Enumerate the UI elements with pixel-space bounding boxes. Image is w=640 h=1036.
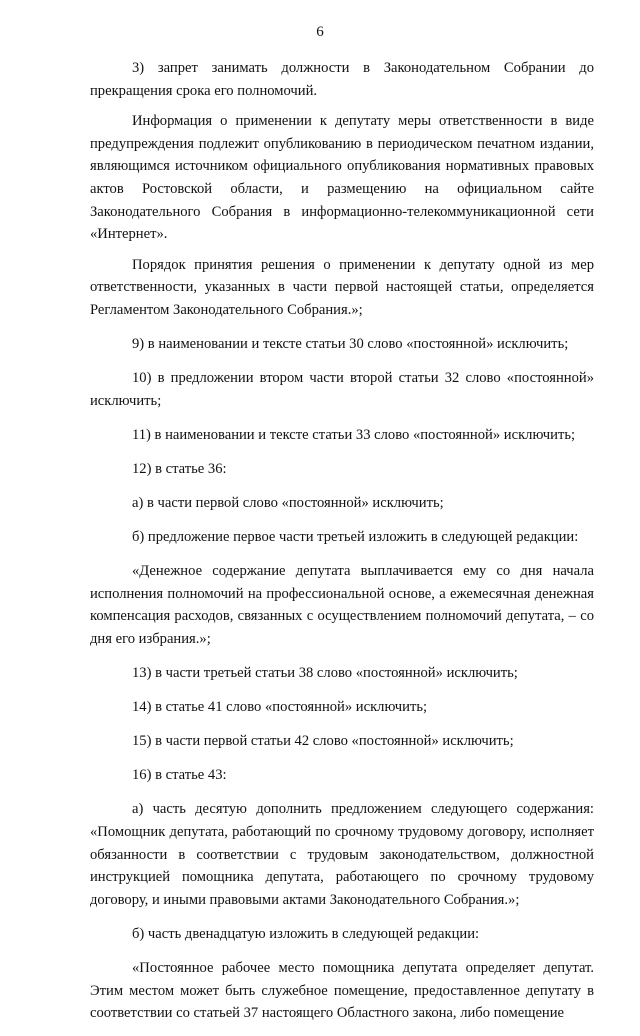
- paragraph-item-16: 16) в статье 43:: [132, 767, 227, 784]
- paragraph-item-10: 10) в предложении втором части второй статьи 32 слово «постоянной» исключить;: [90, 370, 594, 409]
- paragraph-item-13: 13) в части третьей статьи 38 слово «постоянной» исключить;: [132, 665, 518, 682]
- paragraph-item-11: 11) в наименовании и тексте статьи 33 слово «постоянной» исключить;: [132, 426, 576, 443]
- paragraph-item-9: 9) в наименовании и тексте статьи 30 слово «постоянной» исключить;: [132, 336, 569, 353]
- paragraph-item-14: 14) в статье 41 слово «постоянной» исключить;: [132, 699, 428, 716]
- paragraph-salary-quote: «Денежное содержание депутата выплачивается ему со дня начала исполнения полномочий на профессиональной основе, а ежемесячная денежная компенсация расходов, связанных с осуществлением полномочий депутата, – со дня его избрания.»;: [90, 563, 594, 647]
- paragraph-procedure: Порядок принятия решения о применении к депутату одной из мер ответственности, указанных в части первой настоящей статьи, определяется Регламентом Законодательного Собрания.»;: [90, 256, 594, 318]
- paragraph-item-12: 12) в статье 36:: [132, 460, 227, 477]
- paragraph-item-3: 3) запрет занимать должности в Законодательном Собрании до прекращения срока его полномочий.: [90, 60, 594, 99]
- paragraph-item-16a: а) часть десятую дополнить предложением следующего содержания: «Помощник депутата, работающий по срочному трудовому договору, исполняет обязанности в соответствии с трудовым законодательством, должностной инструкцией помощника депутата, работающего по срочному трудовому договору, и иными правовыми актами Законодательного Собрания.»;: [90, 801, 594, 908]
- paragraph-publication-info: Информация о применении к депутату меры ответственности в виде предупреждения подлежит опубликованию в периодическом печатном издании, являющимся источником официального опубликования нормативных правовых актов Ростовской области, и размещению на официальном сайте Законодательного Собрания в информационно-телекоммуникационной сети «Интернет».: [90, 113, 594, 243]
- document-body: [90, 57, 594, 1036]
- paragraph-item-12b: б) предложение первое части третьей изложить в следующей редакции:: [132, 529, 579, 546]
- paragraph-item-16b: б) часть двенадцатую изложить в следующей редакции:: [132, 925, 480, 942]
- paragraph-item-15: 15) в части первой статьи 42 слово «постоянной» исключить;: [132, 733, 514, 750]
- paragraph-item-12a: а) в части первой слово «постоянной» исключить;: [132, 495, 444, 511]
- page-number: 6: [316, 24, 324, 40]
- paragraph-workplace-quote: «Постоянное рабочее место помощника депутата определяет депутат. Этим местом может быть служебное помещение, предоставленное депутату в соответствии со статьей 37 настоящего Областного закона, либо помещение: [90, 960, 594, 1022]
